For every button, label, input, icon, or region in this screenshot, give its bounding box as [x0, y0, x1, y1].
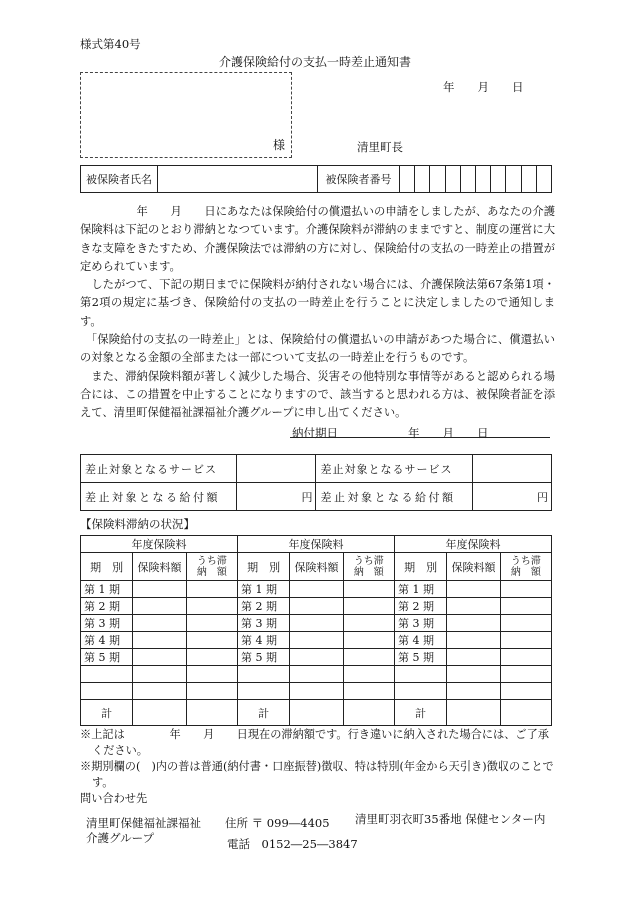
col-overdue-bottom: 納 額 — [510, 566, 541, 578]
contact-dept-2: 介護グループ — [86, 831, 155, 845]
service-field[interactable] — [237, 455, 316, 483]
insured-info-table — [80, 165, 552, 193]
col-overdue-bottom: 納 額 — [196, 566, 227, 578]
contact-phone: 電話 0152―25―3847 — [227, 837, 358, 851]
premium-cell[interactable] — [447, 598, 500, 615]
insured-name-field[interactable] — [157, 166, 317, 193]
amount-label: 差止対象となる給付額 — [81, 483, 237, 511]
premium-cell[interactable] — [290, 632, 343, 649]
contact-dept-1: 清里町保健福祉課福祉 — [86, 816, 201, 830]
year-header: 年度保険料 — [237, 536, 394, 553]
status-heading: 【保険料滞納の状況】 — [80, 517, 195, 531]
blank-cell[interactable] — [186, 666, 237, 683]
col-premium: 保険料額 — [290, 553, 343, 581]
issuer: 清里町長 — [357, 140, 403, 154]
due-date-underline — [290, 437, 550, 438]
table-row — [81, 598, 552, 615]
overdue-total[interactable] — [343, 700, 394, 726]
amount-label: 差止対象となる給付額 — [316, 483, 472, 511]
blank-cell[interactable] — [81, 666, 133, 683]
yen-unit: 円 — [301, 490, 313, 504]
blank-cell[interactable] — [133, 666, 186, 683]
due-date-label: 納付期日 — [292, 426, 338, 440]
blank-cell[interactable] — [237, 683, 289, 700]
overdue-cell[interactable] — [186, 632, 237, 649]
service-label: 差止対象となるサービス — [316, 455, 472, 483]
overdue-cell[interactable] — [500, 649, 551, 666]
overdue-cell[interactable] — [500, 632, 551, 649]
insured-number-digit[interactable] — [506, 166, 521, 193]
total-label: 計 — [394, 700, 446, 726]
period-cell: 第 4 期 — [81, 632, 133, 649]
insured-number-digit[interactable] — [475, 166, 490, 193]
arrears-table — [80, 535, 552, 726]
premium-cell[interactable] — [133, 649, 186, 666]
period-cell: 第 1 期 — [237, 581, 289, 598]
total-label: 計 — [81, 700, 133, 726]
col-premium: 保険料額 — [133, 553, 186, 581]
insured-name-label: 被保険者氏名 — [81, 166, 158, 193]
col-overdue-top: うち滞 — [510, 555, 541, 567]
insured-number-digit[interactable] — [491, 166, 506, 193]
overdue-cell[interactable] — [343, 598, 394, 615]
overdue-total[interactable] — [500, 700, 551, 726]
col-overdue-top: うち滞 — [353, 555, 384, 567]
overdue-cell[interactable] — [343, 615, 394, 632]
total-row — [81, 700, 552, 726]
paragraph-1: 年 月 日にあなたは保険給付の償還払いの申請をしましたが、あなたの介護保険料は下記のとおり滞納となつています。介護保険料が滞納のままですと、制度の運営に大きな支障をきたすため、介護保険法では滞納の方に対し、保険給付の支払の一時差止の措置が定められています。 — [80, 205, 555, 273]
paragraph-2: したがつて、下記の期日までに保険料が納付されない場合には、介護保険法第67条第1項・第2項の規定に基づき、保険給付の支払の一時差止を行うことに決定しましたので通知します。 — [80, 278, 555, 328]
insured-number-label: 被保険者番号 — [318, 166, 400, 193]
overdue-cell[interactable] — [186, 649, 237, 666]
premium-cell[interactable] — [290, 598, 343, 615]
period-cell: 第 1 期 — [81, 581, 133, 598]
issue-date: 年 月 日 — [443, 80, 524, 94]
overdue-cell[interactable] — [186, 598, 237, 615]
insured-number-digit[interactable] — [430, 166, 445, 193]
overdue-cell[interactable] — [343, 632, 394, 649]
insured-number-digit[interactable] — [445, 166, 460, 193]
insured-number-digit[interactable] — [400, 166, 415, 193]
blank-cell[interactable] — [290, 666, 343, 683]
premium-cell[interactable] — [133, 598, 186, 615]
overdue-cell[interactable] — [186, 581, 237, 598]
overdue-cell[interactable] — [343, 581, 394, 598]
table-row — [81, 683, 552, 700]
period-cell: 第 3 期 — [237, 615, 289, 632]
col-period: 期 別 — [237, 553, 289, 581]
premium-cell[interactable] — [447, 649, 500, 666]
table-row — [81, 632, 552, 649]
premium-cell[interactable] — [290, 581, 343, 598]
premium-cell[interactable] — [133, 615, 186, 632]
note-1: ※上記は 年 月 日現在の滞納額です。行き違いに納入された場合には、ご了承ください。 — [80, 728, 549, 757]
col-period: 期 別 — [394, 553, 446, 581]
period-cell: 第 3 期 — [81, 615, 133, 632]
premium-cell[interactable] — [133, 581, 186, 598]
table-row — [81, 615, 552, 632]
blank-cell[interactable] — [394, 666, 446, 683]
period-cell: 第 4 期 — [237, 632, 289, 649]
blank-cell[interactable] — [290, 683, 343, 700]
col-overdue — [186, 553, 237, 581]
contact-address-2: 清里町羽衣町35番地 保健センター内 — [355, 812, 546, 826]
col-overdue-top: うち滞 — [196, 555, 227, 567]
notice-body — [80, 203, 555, 423]
period-cell: 第 3 期 — [394, 615, 446, 632]
paragraph-4: また、滞納保険料額が著しく減少した場合、災害その他特別な事情等があると認められる場合には、この措置を中止することになりますので、該当すると思われる方は、被保険者証を添えて、清里町保健福祉課福祉介護グループに申し出てください。 — [80, 369, 555, 420]
period-cell: 第 2 期 — [237, 598, 289, 615]
blank-cell[interactable] — [237, 666, 289, 683]
premium-total[interactable] — [133, 700, 186, 726]
overdue-cell[interactable] — [186, 615, 237, 632]
premium-cell[interactable] — [447, 632, 500, 649]
premium-total[interactable] — [290, 700, 343, 726]
col-premium: 保険料額 — [447, 553, 500, 581]
period-cell: 第 5 期 — [81, 649, 133, 666]
suspension-table — [80, 454, 552, 511]
blank-cell[interactable] — [447, 666, 500, 683]
amount-field[interactable] — [237, 483, 316, 511]
overdue-cell[interactable] — [500, 581, 551, 598]
blank-cell[interactable] — [343, 683, 394, 700]
due-date-value: 年 月 日 — [408, 426, 489, 440]
period-cell: 第 2 期 — [81, 598, 133, 615]
col-period: 期 別 — [81, 553, 133, 581]
overdue-cell[interactable] — [500, 615, 551, 632]
year-header: 年度保険料 — [81, 536, 238, 553]
notes — [80, 727, 560, 807]
premium-cell[interactable] — [133, 632, 186, 649]
insured-number-digit[interactable] — [521, 166, 536, 193]
yen-unit: 円 — [537, 490, 548, 504]
blank-cell[interactable] — [343, 666, 394, 683]
blank-cell[interactable] — [81, 683, 133, 700]
address-suffix: 様 — [272, 138, 285, 152]
amount-field[interactable] — [472, 483, 551, 511]
blank-cell[interactable] — [133, 683, 186, 700]
overdue-cell[interactable] — [500, 598, 551, 615]
period-cell: 第 5 期 — [237, 649, 289, 666]
contact-label: 問い合わせ先 — [80, 792, 148, 805]
blank-cell[interactable] — [500, 666, 551, 683]
col-overdue — [500, 553, 551, 581]
col-overdue — [343, 553, 394, 581]
premium-cell[interactable] — [447, 581, 500, 598]
form-number: 様式第40号 — [80, 37, 141, 51]
paragraph-3: 「保険給付の支払の一時差止」とは、保険給付の償還払いの申請があつた場合に、償還払いの対象となる金額の全部または一部について支払の一時差止を行うものです。 — [80, 333, 555, 365]
note-2: ※期別欄の( )内の普は普通(納付書・口座振替)徴収、特は特別(年金から天引き)徴収のことです。 — [80, 760, 554, 789]
period-cell: 第 5 期 — [394, 649, 446, 666]
blank-cell[interactable] — [186, 683, 237, 700]
table-row — [81, 581, 552, 598]
table-row — [81, 666, 552, 683]
contact-address: 住所 〒 099―4405 — [225, 816, 330, 830]
col-overdue-bottom: 納 額 — [353, 566, 384, 578]
premium-cell[interactable] — [447, 615, 500, 632]
overdue-total[interactable] — [186, 700, 237, 726]
premium-cell[interactable] — [290, 615, 343, 632]
premium-cell[interactable] — [290, 649, 343, 666]
period-cell: 第 4 期 — [394, 632, 446, 649]
address-box — [80, 72, 292, 158]
table-row — [81, 649, 552, 666]
period-cell: 第 2 期 — [394, 598, 446, 615]
service-field[interactable] — [472, 455, 551, 483]
blank-cell[interactable] — [500, 683, 551, 700]
insured-number-digit[interactable] — [536, 166, 551, 193]
blank-cell[interactable] — [394, 683, 446, 700]
total-label: 計 — [237, 700, 289, 726]
period-cell: 第 1 期 — [394, 581, 446, 598]
overdue-cell[interactable] — [343, 649, 394, 666]
service-label: 差止対象となるサービス — [81, 455, 237, 483]
year-header: 年度保険料 — [394, 536, 551, 553]
premium-total[interactable] — [447, 700, 500, 726]
insured-number-digit[interactable] — [460, 166, 475, 193]
page-title: 介護保険給付の支払一時差止通知書 — [219, 55, 412, 69]
insured-number-digit[interactable] — [415, 166, 430, 193]
blank-cell[interactable] — [447, 683, 500, 700]
